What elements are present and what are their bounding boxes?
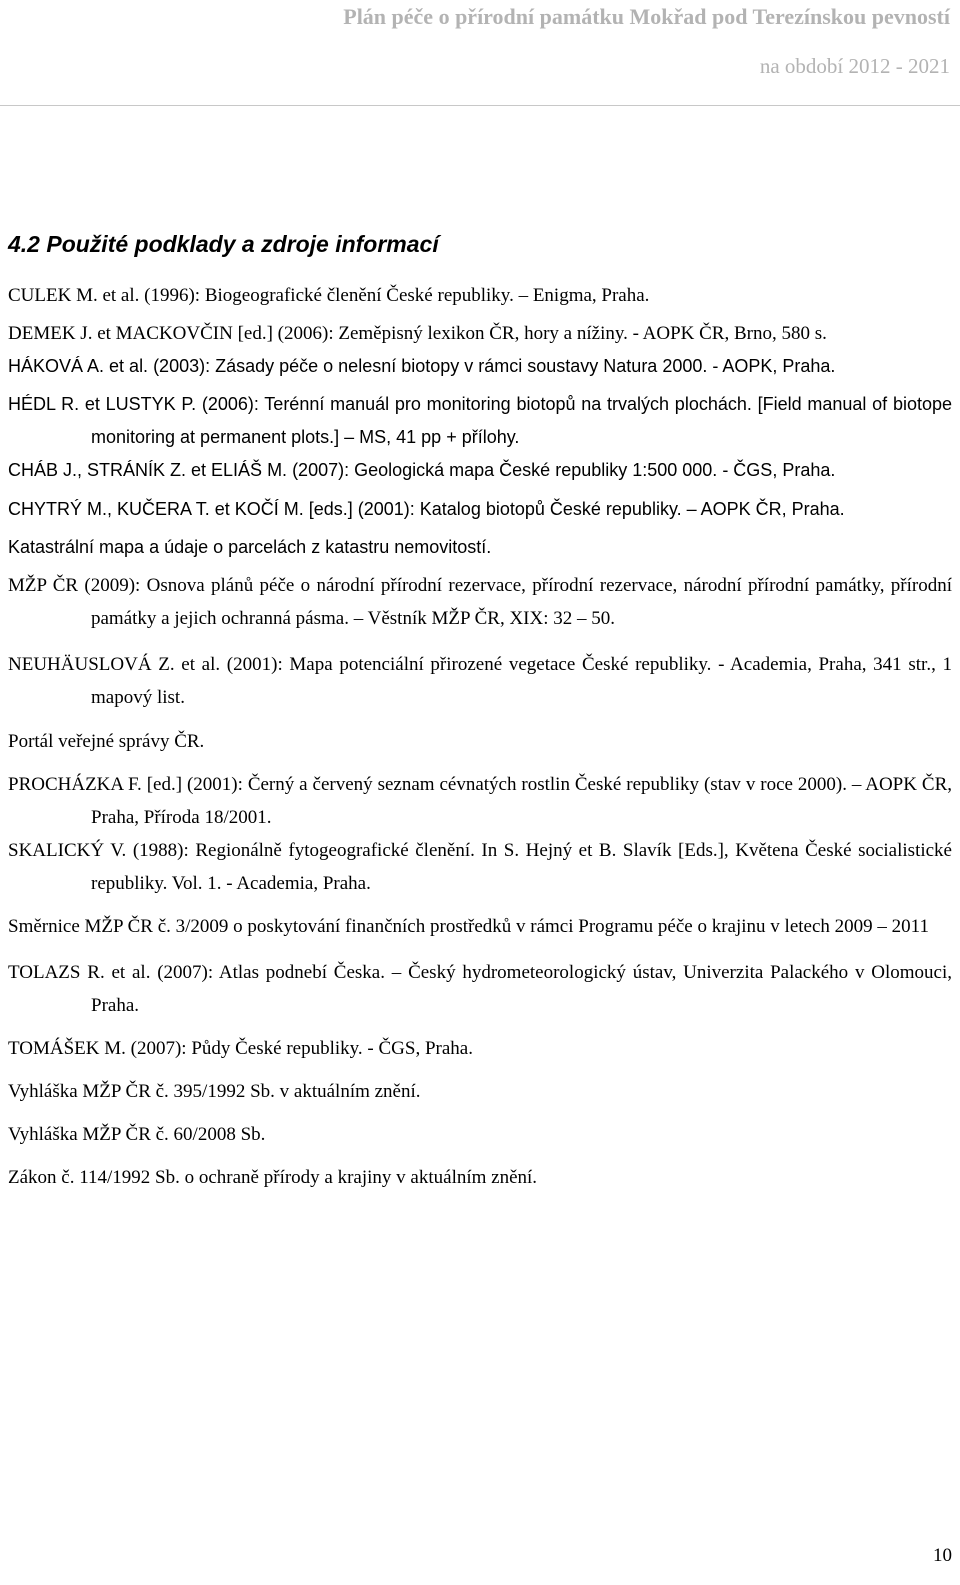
reference-item: TOLAZS R. et al. (2007): Atlas podnebí Česka. – Český hydrometeorologický ústav, Univerzita Palackého v Olomouci, Praha.	[8, 962, 952, 1016]
reference-item: CHÁB J., STRÁNÍK Z. et ELIÁŠ M. (2007): Geologická mapa České republiky 1:500 000. - ČGS, Praha.	[8, 460, 836, 480]
document-period: na období 2012 - 2021	[759, 54, 950, 78]
reference-item: MŽP ČR (2009): Osnova plánů péče o národní přírodní rezervace, přírodní rezervace, národní přírodní památky, přírodní památky a jejich ochranná pásma. – Věstník MŽP ČR, XIX: 32 – 50.	[8, 575, 952, 629]
reference-item: TOMÁŠEK M. (2007): Půdy České republiky. - ČGS, Praha.	[8, 1038, 473, 1059]
reference-list	[8, 279, 952, 1208]
reference-item: DEMEK J. et MACKOVČIN [ed.] (2006): Zeměpisný lexikon ČR, hory a nížiny. - AOPK ČR, Brno, 580 s.	[8, 323, 827, 344]
reference-item: CHYTRÝ M., KUČERA T. et KOČÍ M. [eds.] (2001): Katalog biotopů České republiky. – AOPK ČR, Praha.	[8, 499, 845, 519]
reference-item: HÁKOVÁ A. et al. (2003): Zásady péče o nelesní biotopy v rámci soustavy Natura 2000. - AOPK, Praha.	[8, 356, 836, 376]
section-heading: 4.2 Použité podklady a zdroje informací	[8, 231, 439, 257]
page-number: 10	[933, 1545, 952, 1566]
reference-item: Vyhláška MŽP ČR č. 395/1992 Sb. v aktuálním znění.	[8, 1081, 421, 1102]
page-header	[343, 0, 950, 81]
reference-item: Katastrální mapa a údaje o parcelách z katastru nemovitostí.	[8, 537, 492, 557]
reference-item: Zákon č. 114/1992 Sb. o ochraně přírody a krajiny v aktuálním znění.	[8, 1167, 538, 1188]
header-divider	[0, 105, 960, 106]
reference-item: PROCHÁZKA F. [ed.] (2001): Černý a červený seznam cévnatých rostlin České republiky (stav v roce 2000). – AOPK ČR, Praha, Příroda 18/2001.	[8, 774, 952, 828]
reference-item: CULEK M. et al. (1996): Biogeografické členění České republiky. – Enigma, Praha.	[8, 285, 650, 306]
reference-item: Portál veřejné správy ČR.	[8, 731, 205, 752]
reference-item: HÉDL R. et LUSTYK P. (2006): Terénní manuál pro monitoring biotopů na trvalých plochách. [Field manual of biotope monitoring at permanent plots.] – MS, 41 pp + přílohy.	[8, 394, 952, 447]
reference-item: Směrnice MŽP ČR č. 3/2009 o poskytování finančních prostředků v rámci Programu péče o krajinu v letech 2009 – 2011	[8, 916, 929, 937]
document-title: Plán péče o přírodní památku Mokřad pod Terezínskou pevností	[343, 4, 950, 29]
reference-item: Vyhláška MŽP ČR č. 60/2008 Sb.	[8, 1124, 266, 1145]
reference-item: NEUHÄUSLOVÁ Z. et al. (2001): Mapa potenciální přirozené vegetace České republiky. - Academia, Praha, 341 str., 1 mapový list.	[8, 654, 952, 708]
reference-item: SKALICKÝ V. (1988): Regionálně fytogeografické členění. In S. Hejný et B. Slavík [Eds.], Květena České socialistické republiky. Vol. 1. - Academia, Praha.	[8, 840, 952, 894]
